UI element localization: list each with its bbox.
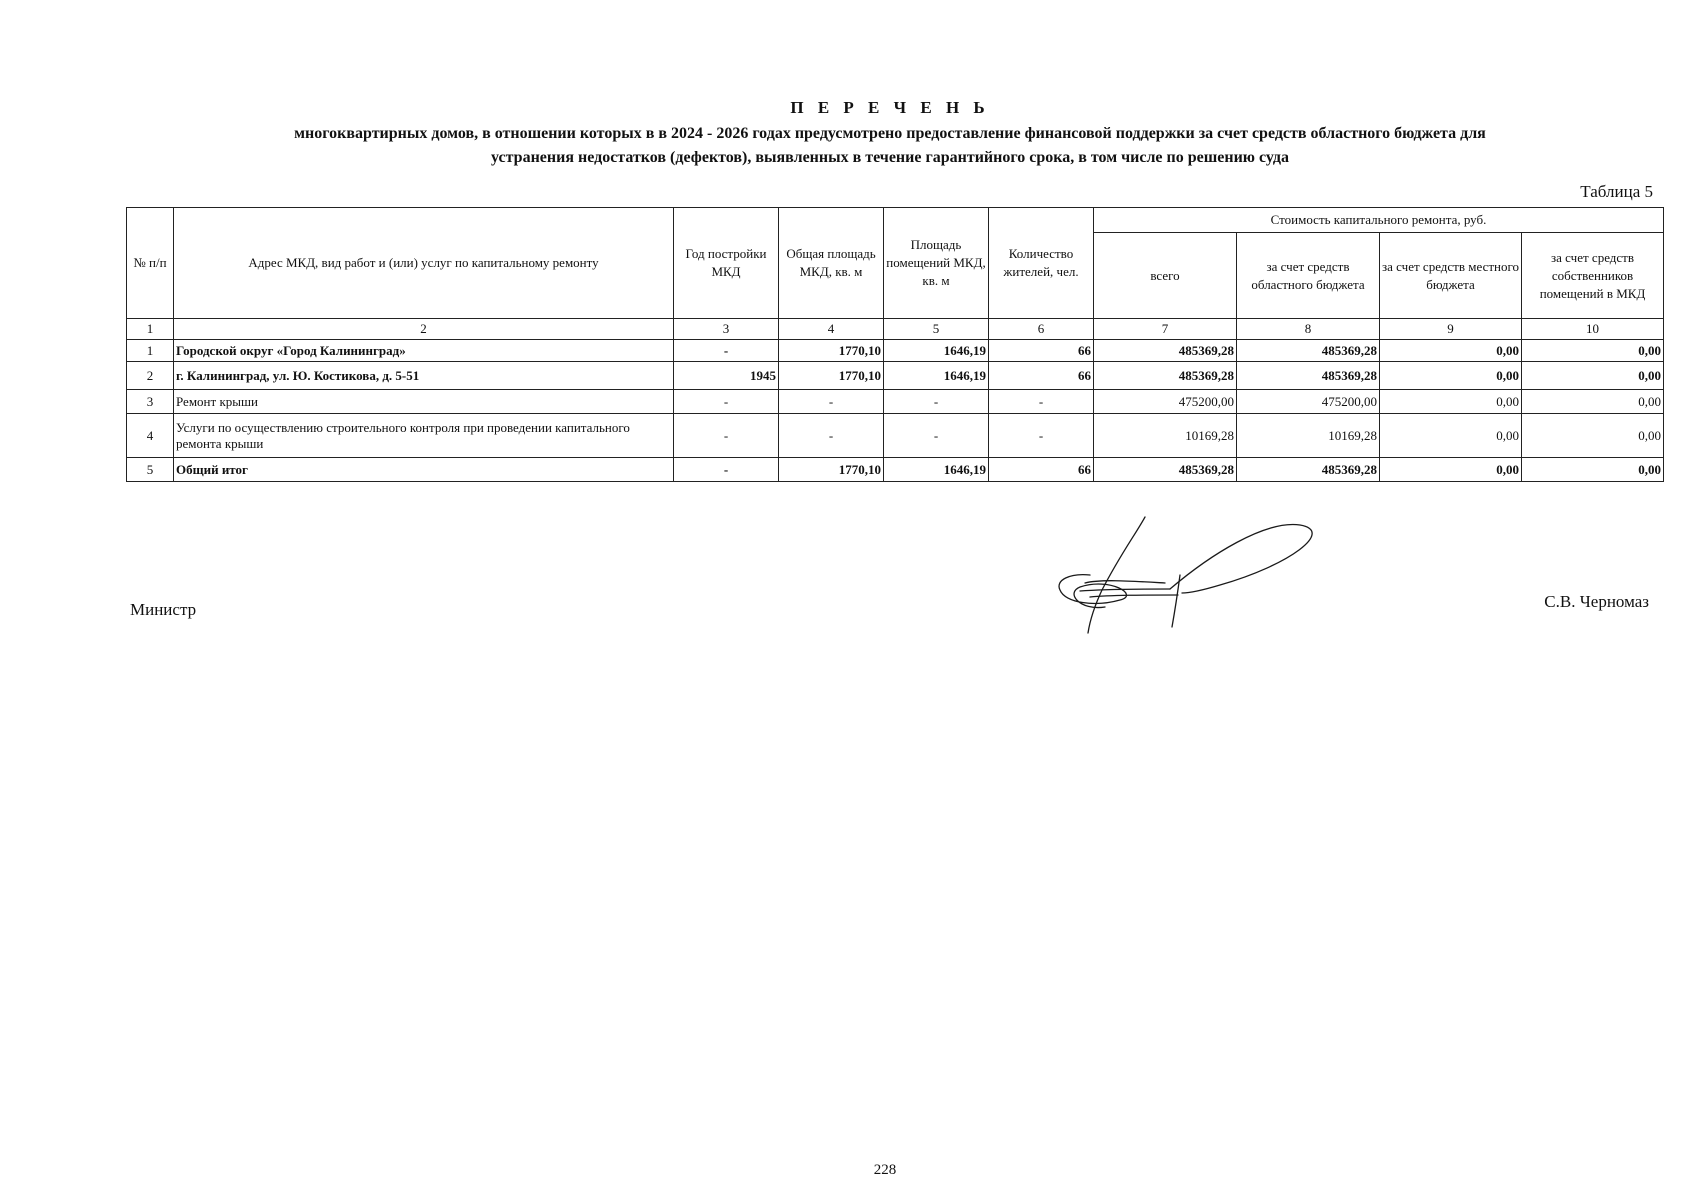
column-number: 7 — [1094, 319, 1237, 340]
column-number-row — [127, 319, 1664, 340]
row-cost-local: 0,00 — [1380, 458, 1522, 482]
row-year: - — [674, 458, 779, 482]
row-residents: 66 — [989, 340, 1094, 362]
signature-image — [1050, 515, 1330, 640]
header-num: № п/п — [127, 208, 174, 319]
row-address: Ремонт крыши — [174, 390, 674, 414]
header-address: Адрес МКД, вид работ и (или) услуг по капитальному ремонту — [174, 208, 674, 319]
header-residents: Количество жителей, чел. — [989, 208, 1094, 319]
row-total-area: 1770,10 — [779, 340, 884, 362]
row-cost-local: 0,00 — [1380, 340, 1522, 362]
row-cost-total: 10169,28 — [1094, 414, 1237, 458]
row-number: 2 — [127, 362, 174, 390]
row-cost-regional: 485369,28 — [1237, 458, 1380, 482]
row-rooms-area: 1646,19 — [884, 340, 989, 362]
column-number: 2 — [174, 319, 674, 340]
table-row — [127, 414, 1664, 458]
header-cost-regional: за счет средств областного бюджета — [1237, 233, 1380, 319]
row-rooms-area: - — [884, 414, 989, 458]
row-cost-local: 0,00 — [1380, 414, 1522, 458]
header-year: Год постройки МКД — [674, 208, 779, 319]
row-total-area: - — [779, 390, 884, 414]
row-cost-total: 485369,28 — [1094, 362, 1237, 390]
row-cost-regional: 10169,28 — [1237, 414, 1380, 458]
housing-repair-table — [126, 207, 1664, 482]
header-cost-total: всего — [1094, 233, 1237, 319]
signatory-position: Министр — [130, 600, 197, 619]
row-number: 4 — [127, 414, 174, 458]
table-row — [127, 458, 1664, 482]
row-cost-owners: 0,00 — [1522, 340, 1664, 362]
column-number: 10 — [1522, 319, 1664, 340]
row-cost-owners: 0,00 — [1522, 362, 1664, 390]
signatory-name: С.В. Черномаз — [1544, 592, 1649, 611]
row-cost-total: 475200,00 — [1094, 390, 1237, 414]
row-rooms-area: 1646,19 — [884, 362, 989, 390]
row-number: 5 — [127, 458, 174, 482]
row-rooms-area: - — [884, 390, 989, 414]
column-number: 9 — [1380, 319, 1522, 340]
column-number: 8 — [1237, 319, 1380, 340]
header-cost-owners: за счет средств собственников помещений в МКД — [1522, 233, 1664, 319]
row-residents: 66 — [989, 458, 1094, 482]
row-address: Городской округ «Город Калининград» — [174, 340, 674, 362]
row-cost-owners: 0,00 — [1522, 414, 1664, 458]
row-residents: - — [989, 414, 1094, 458]
row-cost-local: 0,00 — [1380, 390, 1522, 414]
row-residents: 66 — [989, 362, 1094, 390]
row-address: Общий итог — [174, 458, 674, 482]
table-row — [127, 340, 1664, 362]
page-number: 228 — [873, 1162, 897, 1178]
table-row — [127, 362, 1664, 390]
document-subtitle-line1: многоквартирных домов, в отношении которых в в 2024 - 2026 годах предусмотрено предоставление финансовой поддержки за счет средств областного бюджета для — [294, 125, 1486, 142]
row-cost-regional: 475200,00 — [1237, 390, 1380, 414]
row-address: Услуги по осуществлению строительного контроля при проведении капитального ремонта крыши — [174, 414, 674, 458]
column-number: 1 — [127, 319, 174, 340]
document-title: П Е Р Е Ч Е Н Ь — [790, 98, 990, 117]
header-cost-group: Стоимость капитального ремонта, руб. — [1094, 208, 1664, 233]
header-total-area: Общая площадь МКД, кв. м — [779, 208, 884, 319]
table-label: Таблица 5 — [1580, 182, 1653, 201]
row-cost-total: 485369,28 — [1094, 458, 1237, 482]
row-cost-regional: 485369,28 — [1237, 340, 1380, 362]
row-cost-owners: 0,00 — [1522, 458, 1664, 482]
column-number: 5 — [884, 319, 989, 340]
row-cost-owners: 0,00 — [1522, 390, 1664, 414]
document-subtitle-line2: устранения недостатков (дефектов), выявленных в течение гарантийного срока, в том числе по решению суда — [491, 149, 1289, 166]
column-number: 3 — [674, 319, 779, 340]
row-cost-total: 485369,28 — [1094, 340, 1237, 362]
row-cost-local: 0,00 — [1380, 362, 1522, 390]
document-title-block — [120, 98, 1660, 170]
row-rooms-area: 1646,19 — [884, 458, 989, 482]
row-year: - — [674, 340, 779, 362]
column-number: 4 — [779, 319, 884, 340]
row-number: 1 — [127, 340, 174, 362]
column-number: 6 — [989, 319, 1094, 340]
row-year: - — [674, 414, 779, 458]
row-number: 3 — [127, 390, 174, 414]
row-total-area: - — [779, 414, 884, 458]
row-address: г. Калининград, ул. Ю. Костикова, д. 5-51 — [174, 362, 674, 390]
row-cost-regional: 485369,28 — [1237, 362, 1380, 390]
row-total-area: 1770,10 — [779, 458, 884, 482]
row-total-area: 1770,10 — [779, 362, 884, 390]
header-rooms-area: Площадь помещений МКД, кв. м — [884, 208, 989, 319]
row-year: - — [674, 390, 779, 414]
row-residents: - — [989, 390, 1094, 414]
header-cost-local: за счет средств местного бюджета — [1380, 233, 1522, 319]
row-year: 1945 — [674, 362, 779, 390]
table-row — [127, 390, 1664, 414]
